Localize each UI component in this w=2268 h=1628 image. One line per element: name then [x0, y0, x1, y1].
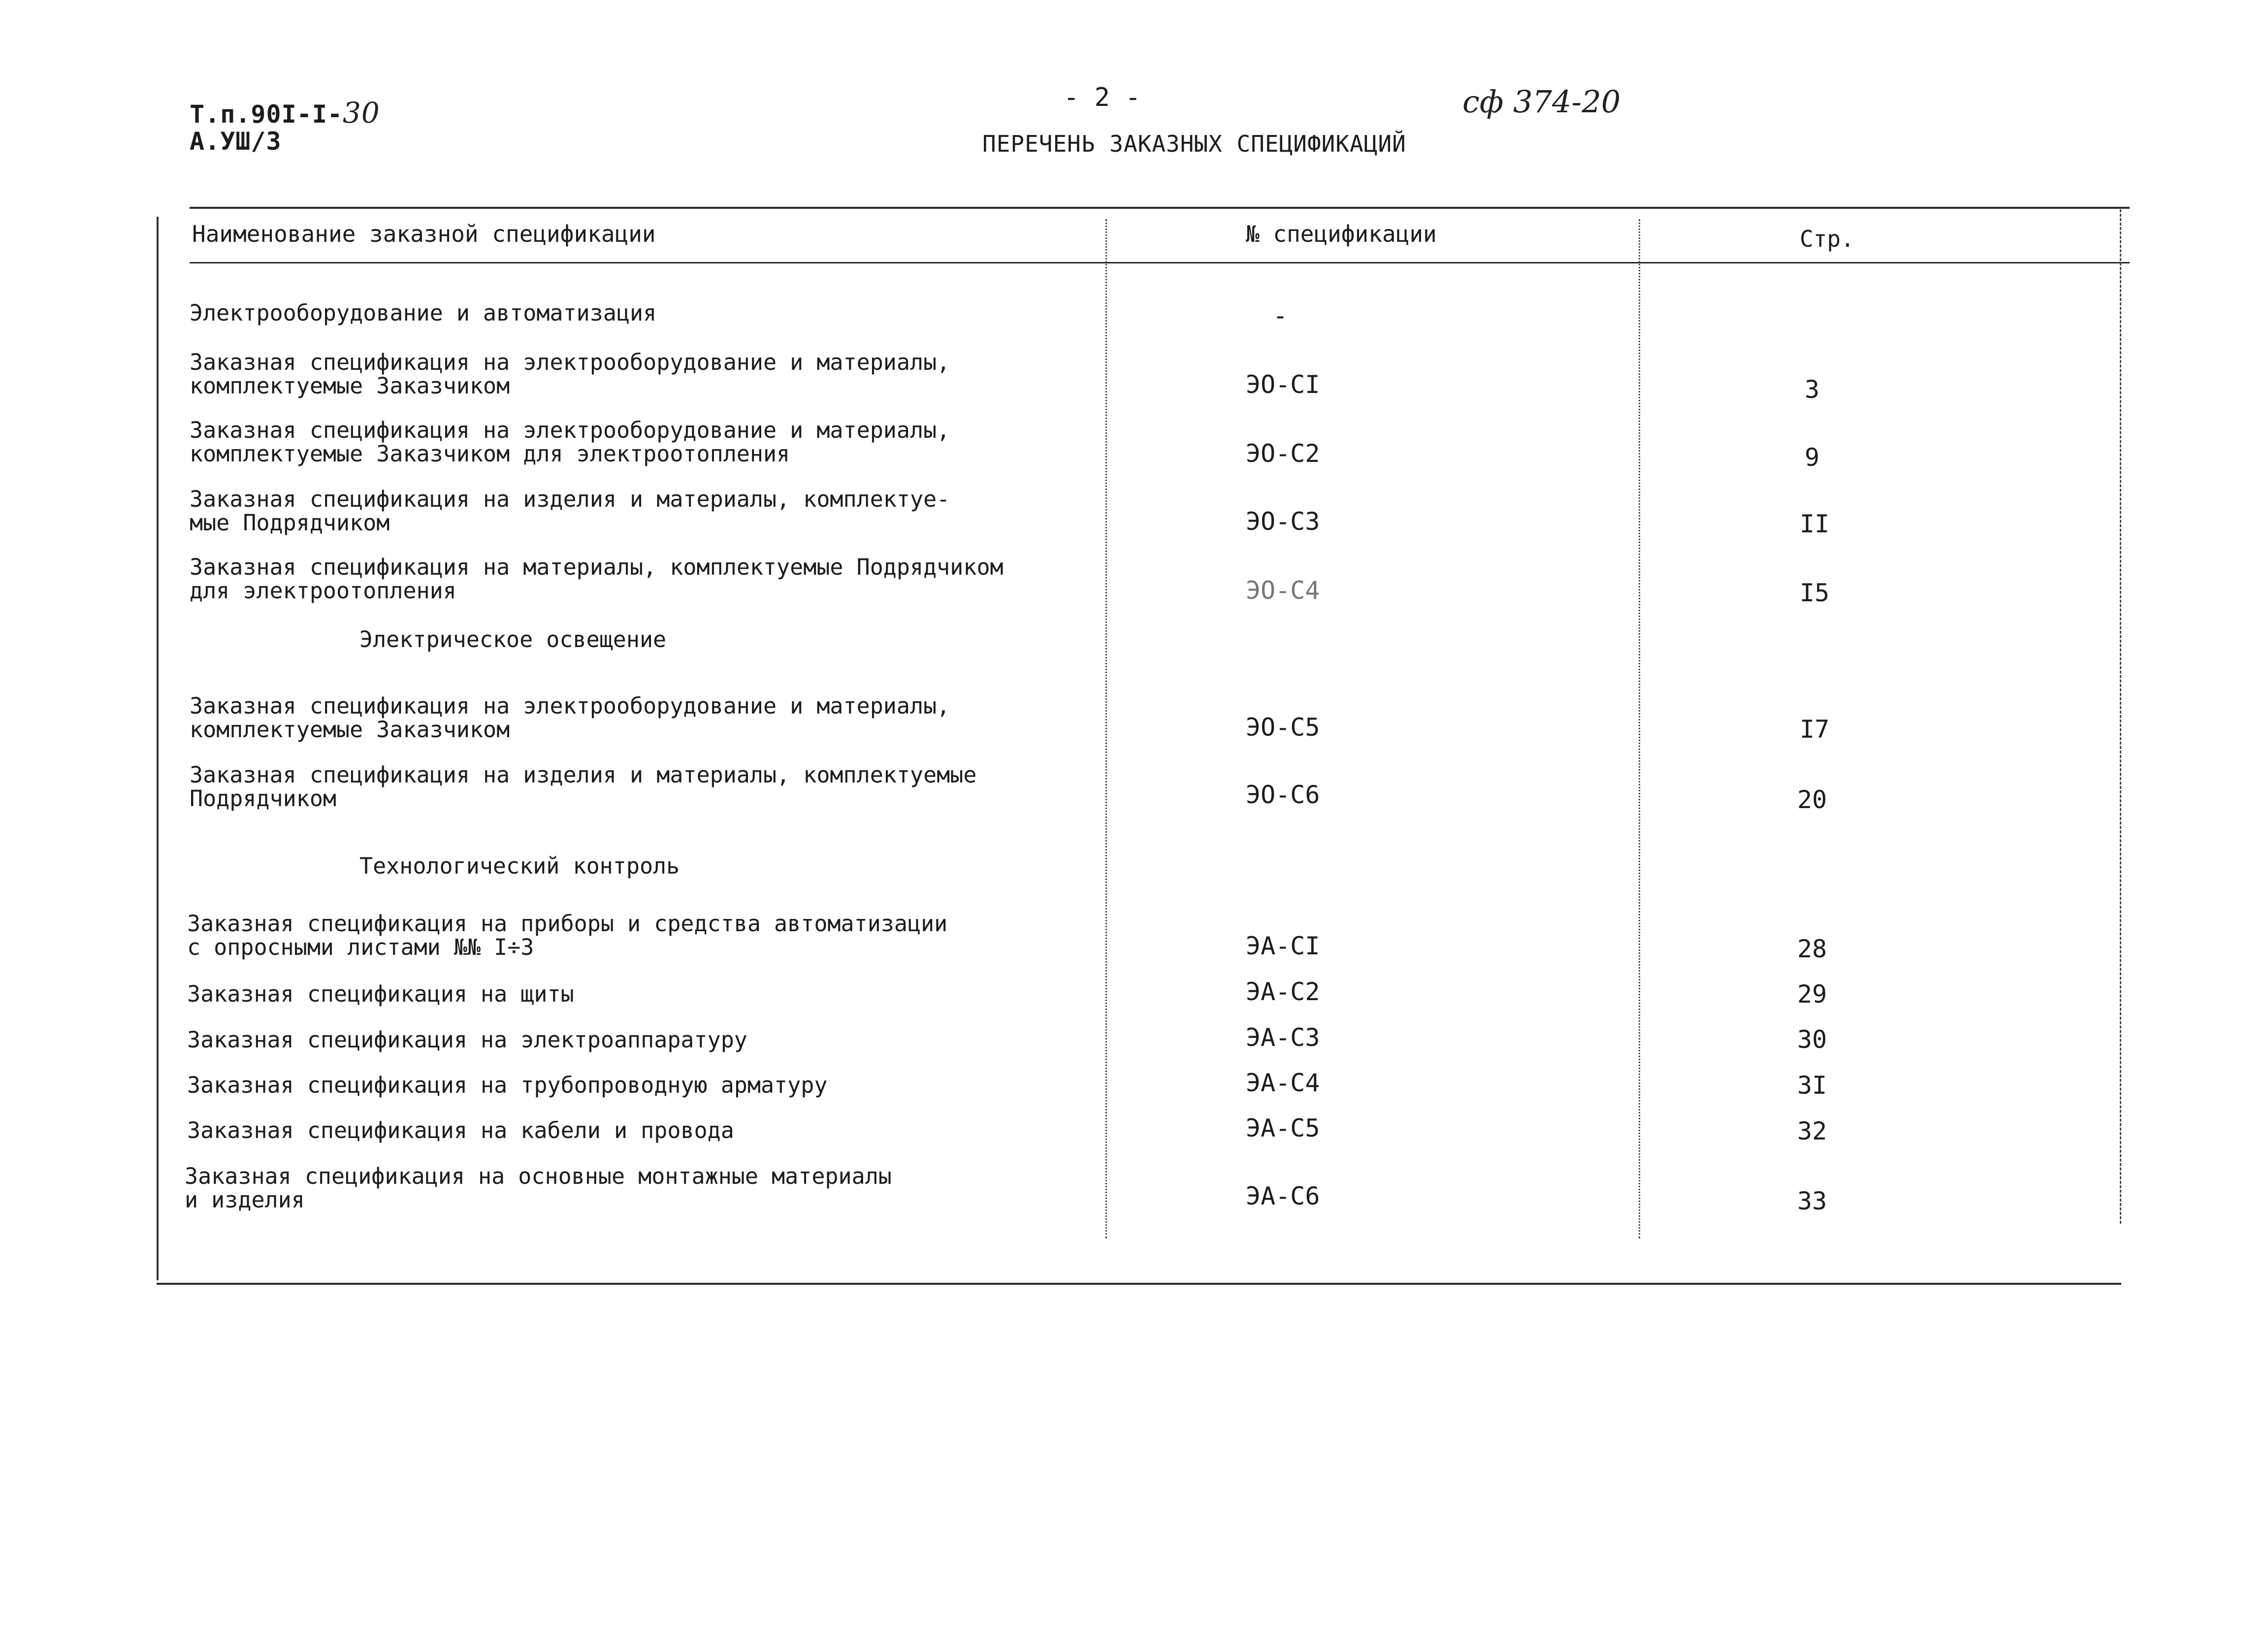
row-name: Заказная спецификация на изделия и материалы, комплектуе- мые Подрядчиком	[190, 486, 950, 536]
row-code: ЭО-С2	[1246, 439, 1320, 468]
row-code: ЭО-С3	[1246, 507, 1320, 536]
document-title: ПЕРЕЧЕНЬ ЗАКАЗНЫХ СПЕЦИФИКАЦИЙ	[982, 130, 1406, 157]
row-code: ЭА-С3	[1246, 1023, 1320, 1052]
row-name: Заказная спецификация на изделия и материалы, комплектуемые Подрядчиком	[190, 762, 977, 812]
table-right-border	[2120, 209, 2121, 1224]
section-heading-electrical: Электрооборудование и автоматизация	[190, 300, 657, 326]
row-page: 3I	[1797, 1071, 1827, 1100]
document-code	[190, 96, 380, 130]
row-name: Заказная спецификация на приборы и средства автоматизации с опросными листами №№ I÷3	[187, 911, 948, 960]
row-code: ЭА-С4	[1246, 1069, 1320, 1097]
row-code: ЭА-С2	[1246, 977, 1320, 1006]
row-name: Заказная спецификация на электроаппаратуру	[187, 1027, 747, 1053]
table-left-border	[157, 217, 159, 1280]
album-code: А.УШ/3	[190, 127, 282, 156]
document-code-handwritten: 30	[343, 96, 380, 130]
row-code: ЭА-С5	[1246, 1114, 1320, 1142]
row-code: ЭО-С6	[1246, 781, 1320, 809]
row-code: ЭО-С5	[1246, 713, 1320, 742]
row-page: 20	[1797, 785, 1827, 814]
row-page: 32	[1797, 1117, 1827, 1145]
row-page: I5	[1800, 579, 1830, 607]
row-page: I7	[1800, 715, 1830, 744]
row-name: Заказная спецификация на основные монтажные материалы и изделия	[185, 1163, 892, 1213]
row-name: Заказная спецификация на трубопроводную арматуру	[187, 1072, 828, 1098]
row-name: Заказная спецификация на электрооборудование и материалы, комплектуемые Заказчиком	[190, 349, 950, 399]
row-code: ЭА-С6	[1246, 1182, 1320, 1210]
row-page: II	[1800, 510, 1830, 538]
row-name: Заказная спецификация на электрооборудование и материалы, комплектуемые Заказчиком	[190, 693, 950, 743]
row-name: Заказная спецификация на щиты	[187, 981, 574, 1007]
section-heading-tech-control: Технологический контроль	[359, 853, 680, 879]
column-header-page: Стр.	[1800, 226, 1854, 252]
row-name: Заказная спецификация на электрооборудование и материалы, комплектуемые Заказчиком для электроотопления	[190, 417, 950, 467]
row-page: 29	[1797, 980, 1827, 1009]
row-code: ЭО-С4	[1246, 576, 1320, 605]
row-code: -	[1273, 301, 1288, 330]
page-number: - 2 -	[1064, 83, 1141, 112]
document-code-printed: Т.п.90I-I-	[190, 100, 343, 129]
table-header-rule	[190, 262, 2130, 263]
column-header-name: Наименование заказной спецификации	[192, 221, 656, 247]
section-heading-lighting: Электрическое освещение	[359, 626, 667, 652]
row-page: 30	[1797, 1025, 1827, 1054]
handwritten-stamp: сф 374-20	[1462, 84, 1621, 120]
row-name: Заказная спецификация на кабели и провода	[187, 1117, 734, 1143]
row-page: 3	[1805, 375, 1820, 404]
row-code: ЭА-СI	[1246, 932, 1320, 960]
row-page: 33	[1797, 1187, 1827, 1215]
column-divider-2	[1639, 219, 1640, 1238]
row-page: 9	[1805, 443, 1820, 472]
column-divider-1	[1105, 219, 1107, 1238]
table-bottom-rule	[157, 1283, 2121, 1285]
row-page: 28	[1797, 935, 1827, 963]
row-name: Заказная спецификация на материалы, комплектуемые Подрядчиком для электроотопления	[190, 554, 1004, 604]
table-top-rule	[190, 207, 2130, 209]
row-code: ЭО-СI	[1246, 370, 1320, 399]
column-header-number: № спецификации	[1246, 221, 1437, 247]
